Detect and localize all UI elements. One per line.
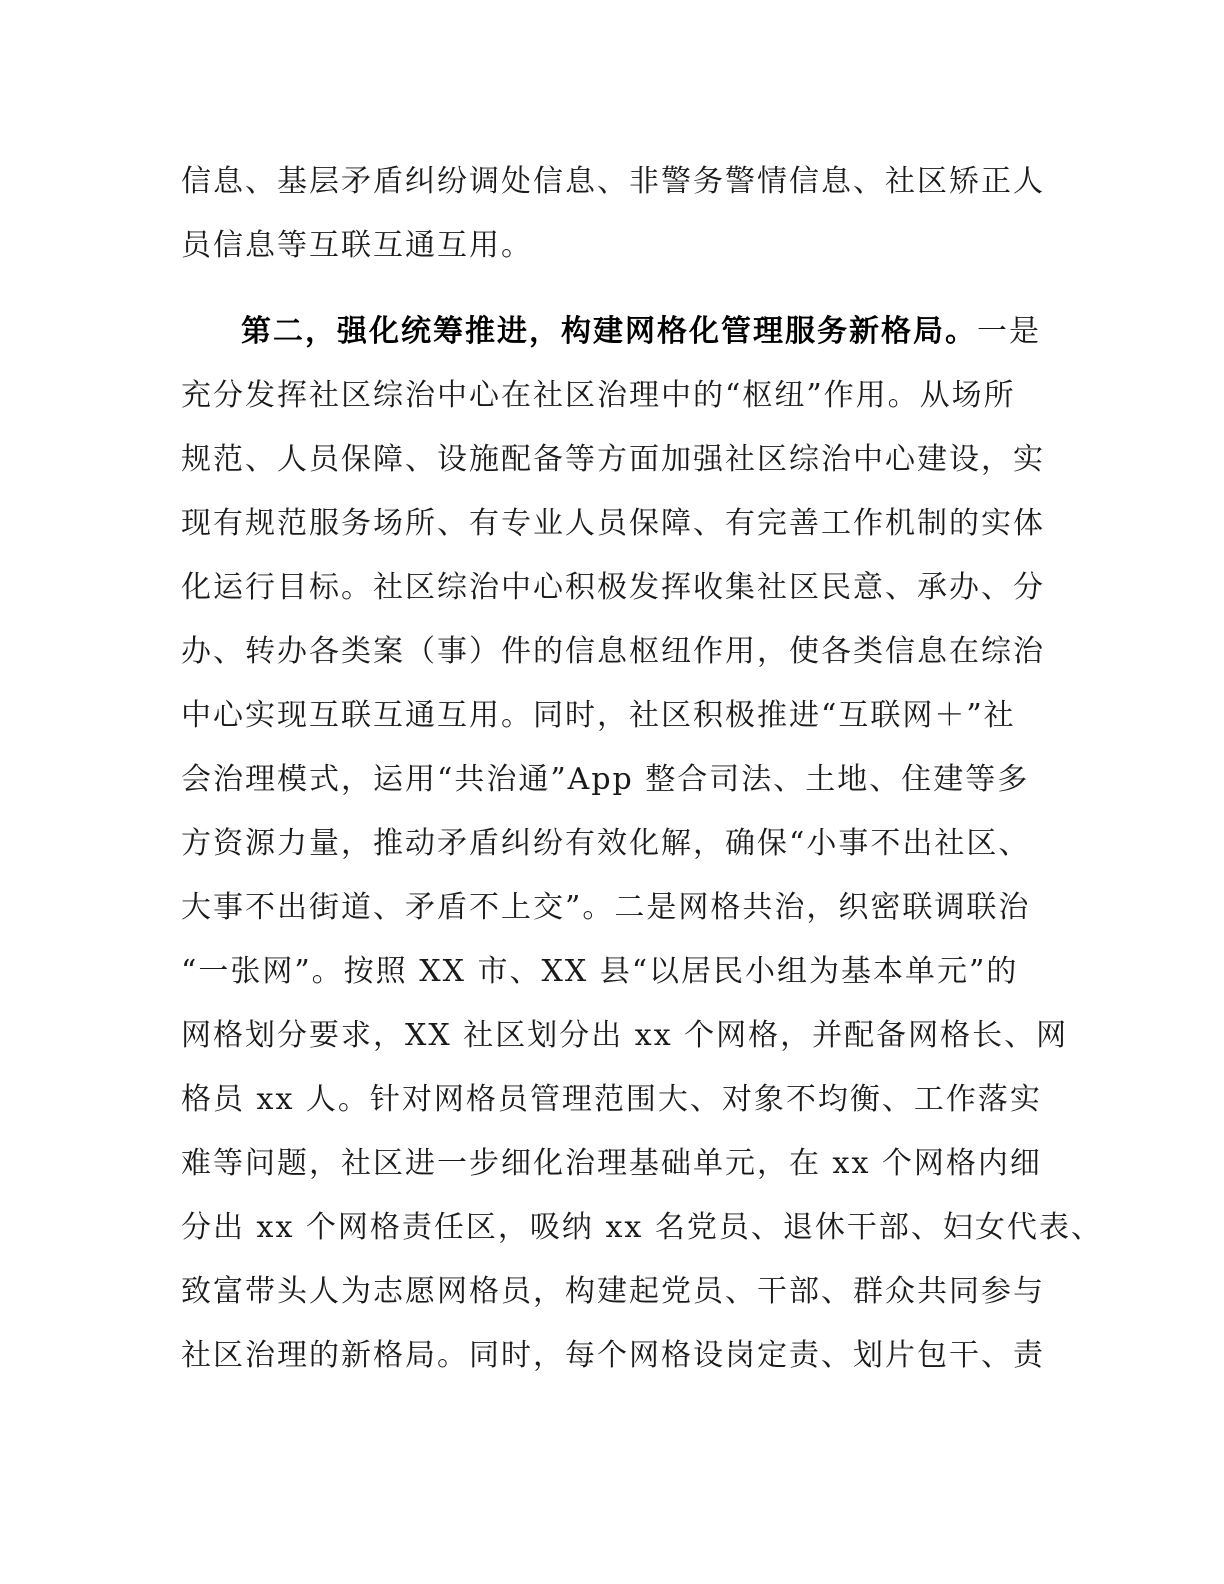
text-line: 致富带头人为志愿网格员，构建起党员、干部、群众共同参与	[181, 1274, 1045, 1309]
paragraph-first-line	[181, 300, 1081, 364]
text-line: 中心实现互联互通互用。同时，社区积极推进“互联网＋”社	[181, 698, 1016, 733]
section-heading: 第二，强化统筹推进，构建网格化管理服务新格局。	[241, 314, 977, 349]
text-line: 社区治理的新格局。同时，每个网格设岗定责、划片包干、责	[181, 1338, 1045, 1373]
text-line: 会治理模式，运用“共治通”App 整合司法、土地、住建等多	[181, 762, 1030, 797]
heading-continuation: 一是	[977, 314, 1041, 349]
text-line: 分出 xx 个网格责任区，吸纳 xx 名党员、退休干部、妇女代表、	[181, 1210, 1103, 1245]
text-line: 员信息等互联互通互用。	[181, 228, 533, 263]
text-line: 难等问题，社区进一步细化治理基础单元，在 xx 个网格内细	[181, 1146, 1042, 1181]
text-line: 规范、人员保障、设施配备等方面加强社区综治中心建设，实	[181, 442, 1045, 477]
text-line: 信息、基层矛盾纠纷调处信息、非警务警情信息、社区矫正人	[181, 164, 1045, 199]
paragraph-2	[181, 300, 1103, 1388]
text-line: 充分发挥社区综治中心在社区治理中的“枢纽”作用。从场所	[181, 378, 1016, 413]
text-line: 现有规范服务场所、有专业人员保障、有完善工作机制的实体	[181, 506, 1045, 541]
text-line: 网格划分要求，XX 社区划分出 xx 个网格，并配备网格长、网	[181, 1018, 1069, 1053]
text-line: 办、转办各类案（事）件的信息枢纽作用，使各类信息在综治	[181, 634, 1045, 669]
text-line: 化运行目标。社区综治中心积极发挥收集社区民意、承办、分	[181, 570, 1045, 605]
text-line: “一张网”。按照 XX 市、XX 县“以居民小组为基本单元”的	[181, 954, 1019, 989]
document-body	[181, 150, 1103, 1388]
text-line: 方资源力量，推动矛盾纠纷有效化解，确保“小事不出社区、	[181, 826, 1031, 861]
paragraph-1	[181, 150, 1081, 278]
text-line: 格员 xx 人。针对网格员管理范围大、对象不均衡、工作落实	[181, 1082, 1042, 1117]
text-line: 大事不出街道、矛盾不上交”。二是网格共治，织密联调联治	[181, 890, 1031, 925]
paragraph-gap	[181, 278, 1081, 300]
